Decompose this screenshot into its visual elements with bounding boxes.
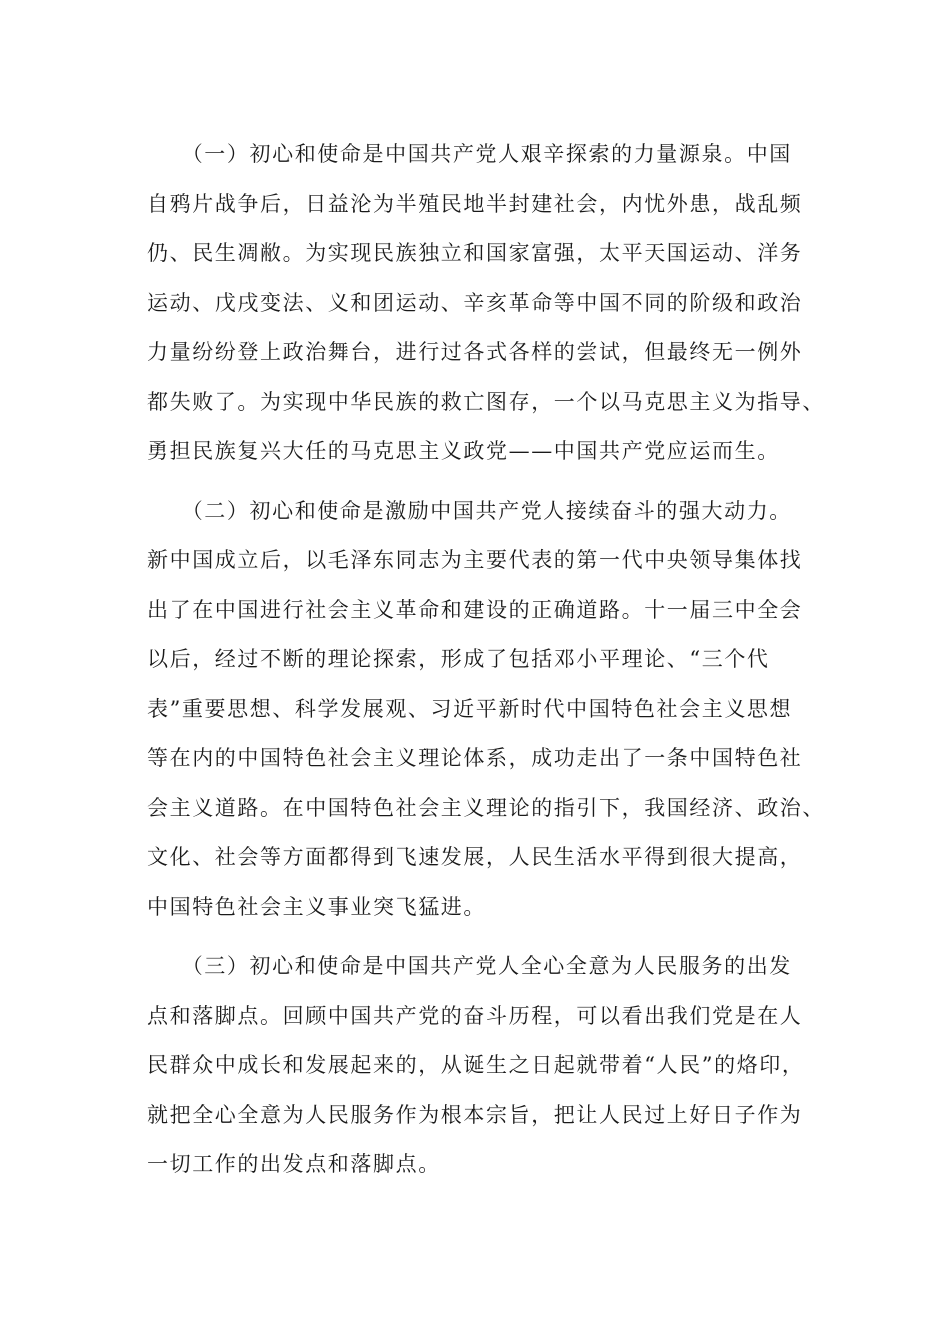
text-line: （三）初心和使命是中国共产党人全心全意为人民服务的出发 xyxy=(147,954,792,978)
paragraph-3 xyxy=(147,942,807,1190)
document-body xyxy=(147,130,825,1200)
text-line: 力量纷纷登上政治舞台，进行过各式各样的尝试，但最终无一例外 xyxy=(147,340,803,364)
paragraph-1 xyxy=(147,130,825,477)
text-line: 就把全心全意为人民服务作为根本宗旨，把让人民过上好日子作为 xyxy=(147,1102,803,1127)
text-line: 以后，经过不断的理论探索，形成了包括邓小平理论、“三个代 xyxy=(147,647,770,671)
text-line: 仍、民生凋敝。为实现民族独立和国家富强，太平天国运动、洋务 xyxy=(147,241,803,265)
text-line: 点和落脚点。回顾中国共产党的奋斗历程，可以看出我们党是在人 xyxy=(147,1003,803,1028)
text-line: 会主义道路。在中国特色社会主义理论的指引下，我国经济、政治、 xyxy=(147,795,825,820)
text-line: 自鸦片战争后，日益沦为半殖民地半封建社会，内忧外患，战乱频 xyxy=(147,191,803,216)
text-line: 勇担民族复兴大任的马克思主义政党——中国共产党应运而生。 xyxy=(147,439,780,463)
text-line: 表”重要思想、科学发展观、习近平新时代中国特色社会主义思想 xyxy=(147,696,793,721)
text-line: （二）初心和使命是激励中国共产党人接续奋斗的强大动力。 xyxy=(147,498,792,523)
text-line: 一切工作的出发点和落脚点。 xyxy=(147,1152,441,1176)
text-line: 中国特色社会主义事业突飞猛进。 xyxy=(147,894,486,919)
text-line: （一）初心和使命是中国共产党人艰辛探索的力量源泉。中国 xyxy=(147,142,792,166)
text-line: 等在内的中国特色社会主义理论体系，成功走出了一条中国特色社 xyxy=(147,746,803,770)
text-line: 运动、戊戌变法、义和团运动、辛亥革命等中国不同的阶级和政治 xyxy=(147,290,803,315)
text-line: 都失败了。为实现中华民族的救亡图存，一个以马克思主义为指导、 xyxy=(147,389,825,414)
paragraph-2 xyxy=(147,487,825,933)
text-line: 出了在中国进行社会主义革命和建设的正确道路。十一届三中全会 xyxy=(147,597,803,622)
text-line: 民群众中成长和发展起来的，从诞生之日起就带着“人民”的烙印， xyxy=(147,1053,805,1077)
text-line: 文化、社会等方面都得到飞速发展，人民生活水平得到很大提高， xyxy=(147,845,803,869)
text-line: 新中国成立后，以毛泽东同志为主要代表的第一代中央领导集体找 xyxy=(147,548,803,572)
